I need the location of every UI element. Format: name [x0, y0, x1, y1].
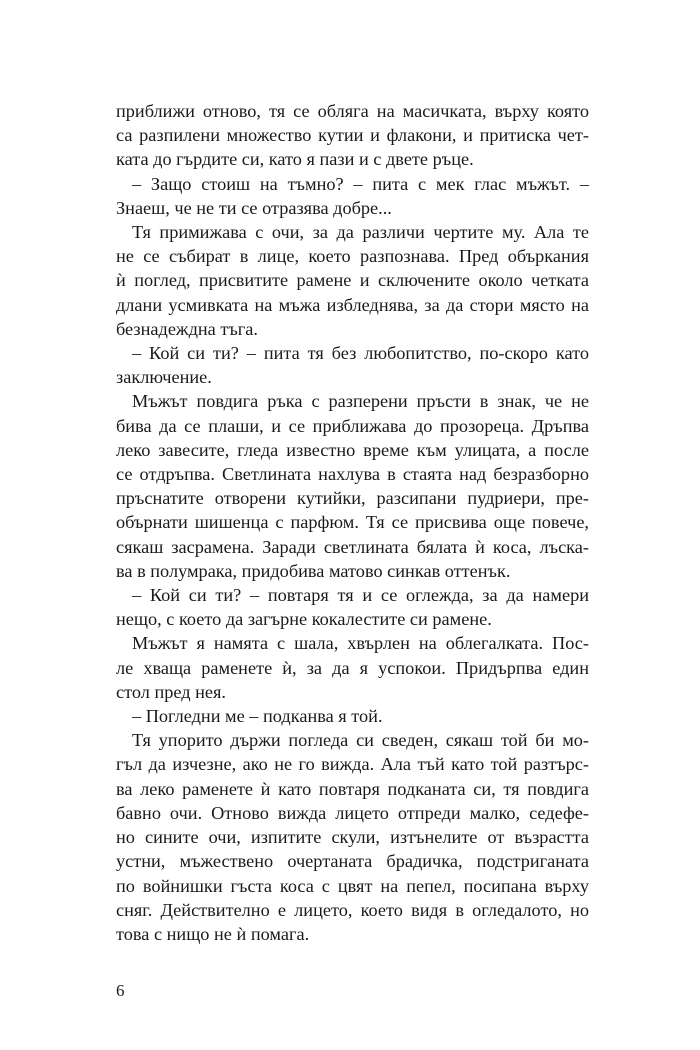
text-line: са разпилени множество кутии и флакони, и притиска чет-	[116, 125, 589, 146]
text-line: Мъжът повдига ръка с разперени пръсти в знак, че не	[132, 391, 589, 412]
text-line: – Кой си ти? – пита тя без любопитство, по-скоро като	[132, 343, 589, 364]
text-line: Знаеш, че не ти се отразява добре...	[116, 197, 392, 218]
text-line: пръснатите отворени кутийки, разсипани пудриери, пре-	[116, 488, 589, 509]
text-line: леко завесите, гледа известно време към улицата, а после	[116, 439, 589, 460]
text-line: но сините очи, изпитите скули, изтънелите от възрастта	[116, 827, 589, 848]
text-line: – Защо стоиш на тъмно? – пита с мек глас мъжът. –	[132, 173, 589, 194]
paragraph	[116, 389, 589, 583]
text-line: ва в полумрака, придобива матово синкав оттенък.	[116, 560, 511, 581]
text-line: – Погледни ме – подканва я той.	[132, 706, 383, 727]
text-line: сняг. Действително е лицето, което видя в огледалото, но	[116, 899, 589, 920]
text-line: Мъжът я намята с шала, хвърлен на облегалката. Пос-	[132, 633, 589, 654]
paragraph	[116, 99, 589, 172]
text-line: нещо, с което да загърне кокалестите си рамене.	[116, 609, 492, 630]
text-line: ката до гърдите си, като я пази и с двете ръце.	[116, 149, 474, 170]
text-line: сякаш засрамена. Заради светлината бялата ѝ коса, лъска-	[116, 536, 589, 557]
text-line: устни, мъжествено очертаната брадичка, подстриганата	[116, 851, 589, 872]
text-line: се отдръпва. Светлината нахлува в стаята над безразборно	[116, 464, 589, 485]
text-line: ѝ поглед, присвитите рамене и сключените около четката	[116, 270, 589, 291]
text-line: гъл да изчезне, ако не го вижда. Ала тъй като той разтърс-	[116, 754, 589, 775]
text-line: бива да се плаши, и се приближава до прозореца. Дръпва	[116, 415, 589, 436]
text-line: бавно очи. Отново вижда лицето отпреди малко, седефе-	[116, 802, 589, 823]
text-line: по войнишки гъста коса с цвят на пепел, посипана върху	[116, 875, 589, 896]
text-line: ва леко раменете ѝ като повтаря подканата си, тя повдига	[116, 778, 589, 799]
paragraph	[116, 631, 589, 704]
text-line: приближи отново, тя се обляга на масичката, върху която	[116, 101, 589, 121]
text-line: Тя примижава с очи, за да различи чертите му. Ала те	[132, 222, 589, 243]
paragraph	[116, 704, 589, 728]
text-line: Тя упорито държи погледа си сведен, сякаш той би мо-	[132, 730, 589, 751]
text-line: – Кой си ти? – повтаря тя и се оглежда, за да намери	[132, 585, 589, 606]
body-text	[116, 99, 589, 946]
paragraph	[116, 583, 589, 631]
text-line: заключение.	[116, 367, 212, 388]
paragraph	[116, 341, 589, 389]
text-line: не се събират в лице, което разпознава. Пред объркания	[116, 246, 589, 267]
page-number: 6	[116, 981, 125, 1000]
text-line: стол пред нея.	[116, 681, 226, 702]
text-line: безнадеждна тъга.	[116, 318, 258, 339]
paragraph	[116, 220, 589, 341]
text-line: ле хваща раменете ѝ, за да я успокои. Придърпва един	[116, 657, 589, 678]
text-line: обърнати шишенца с парфюм. Тя се присвива още повече,	[116, 512, 589, 533]
text-line: това с нищо не ѝ помага.	[116, 923, 310, 944]
paragraph	[116, 728, 589, 946]
paragraph	[116, 172, 589, 220]
text-line: длани усмивката на мъжа избледнява, за да стори място на	[116, 294, 589, 315]
